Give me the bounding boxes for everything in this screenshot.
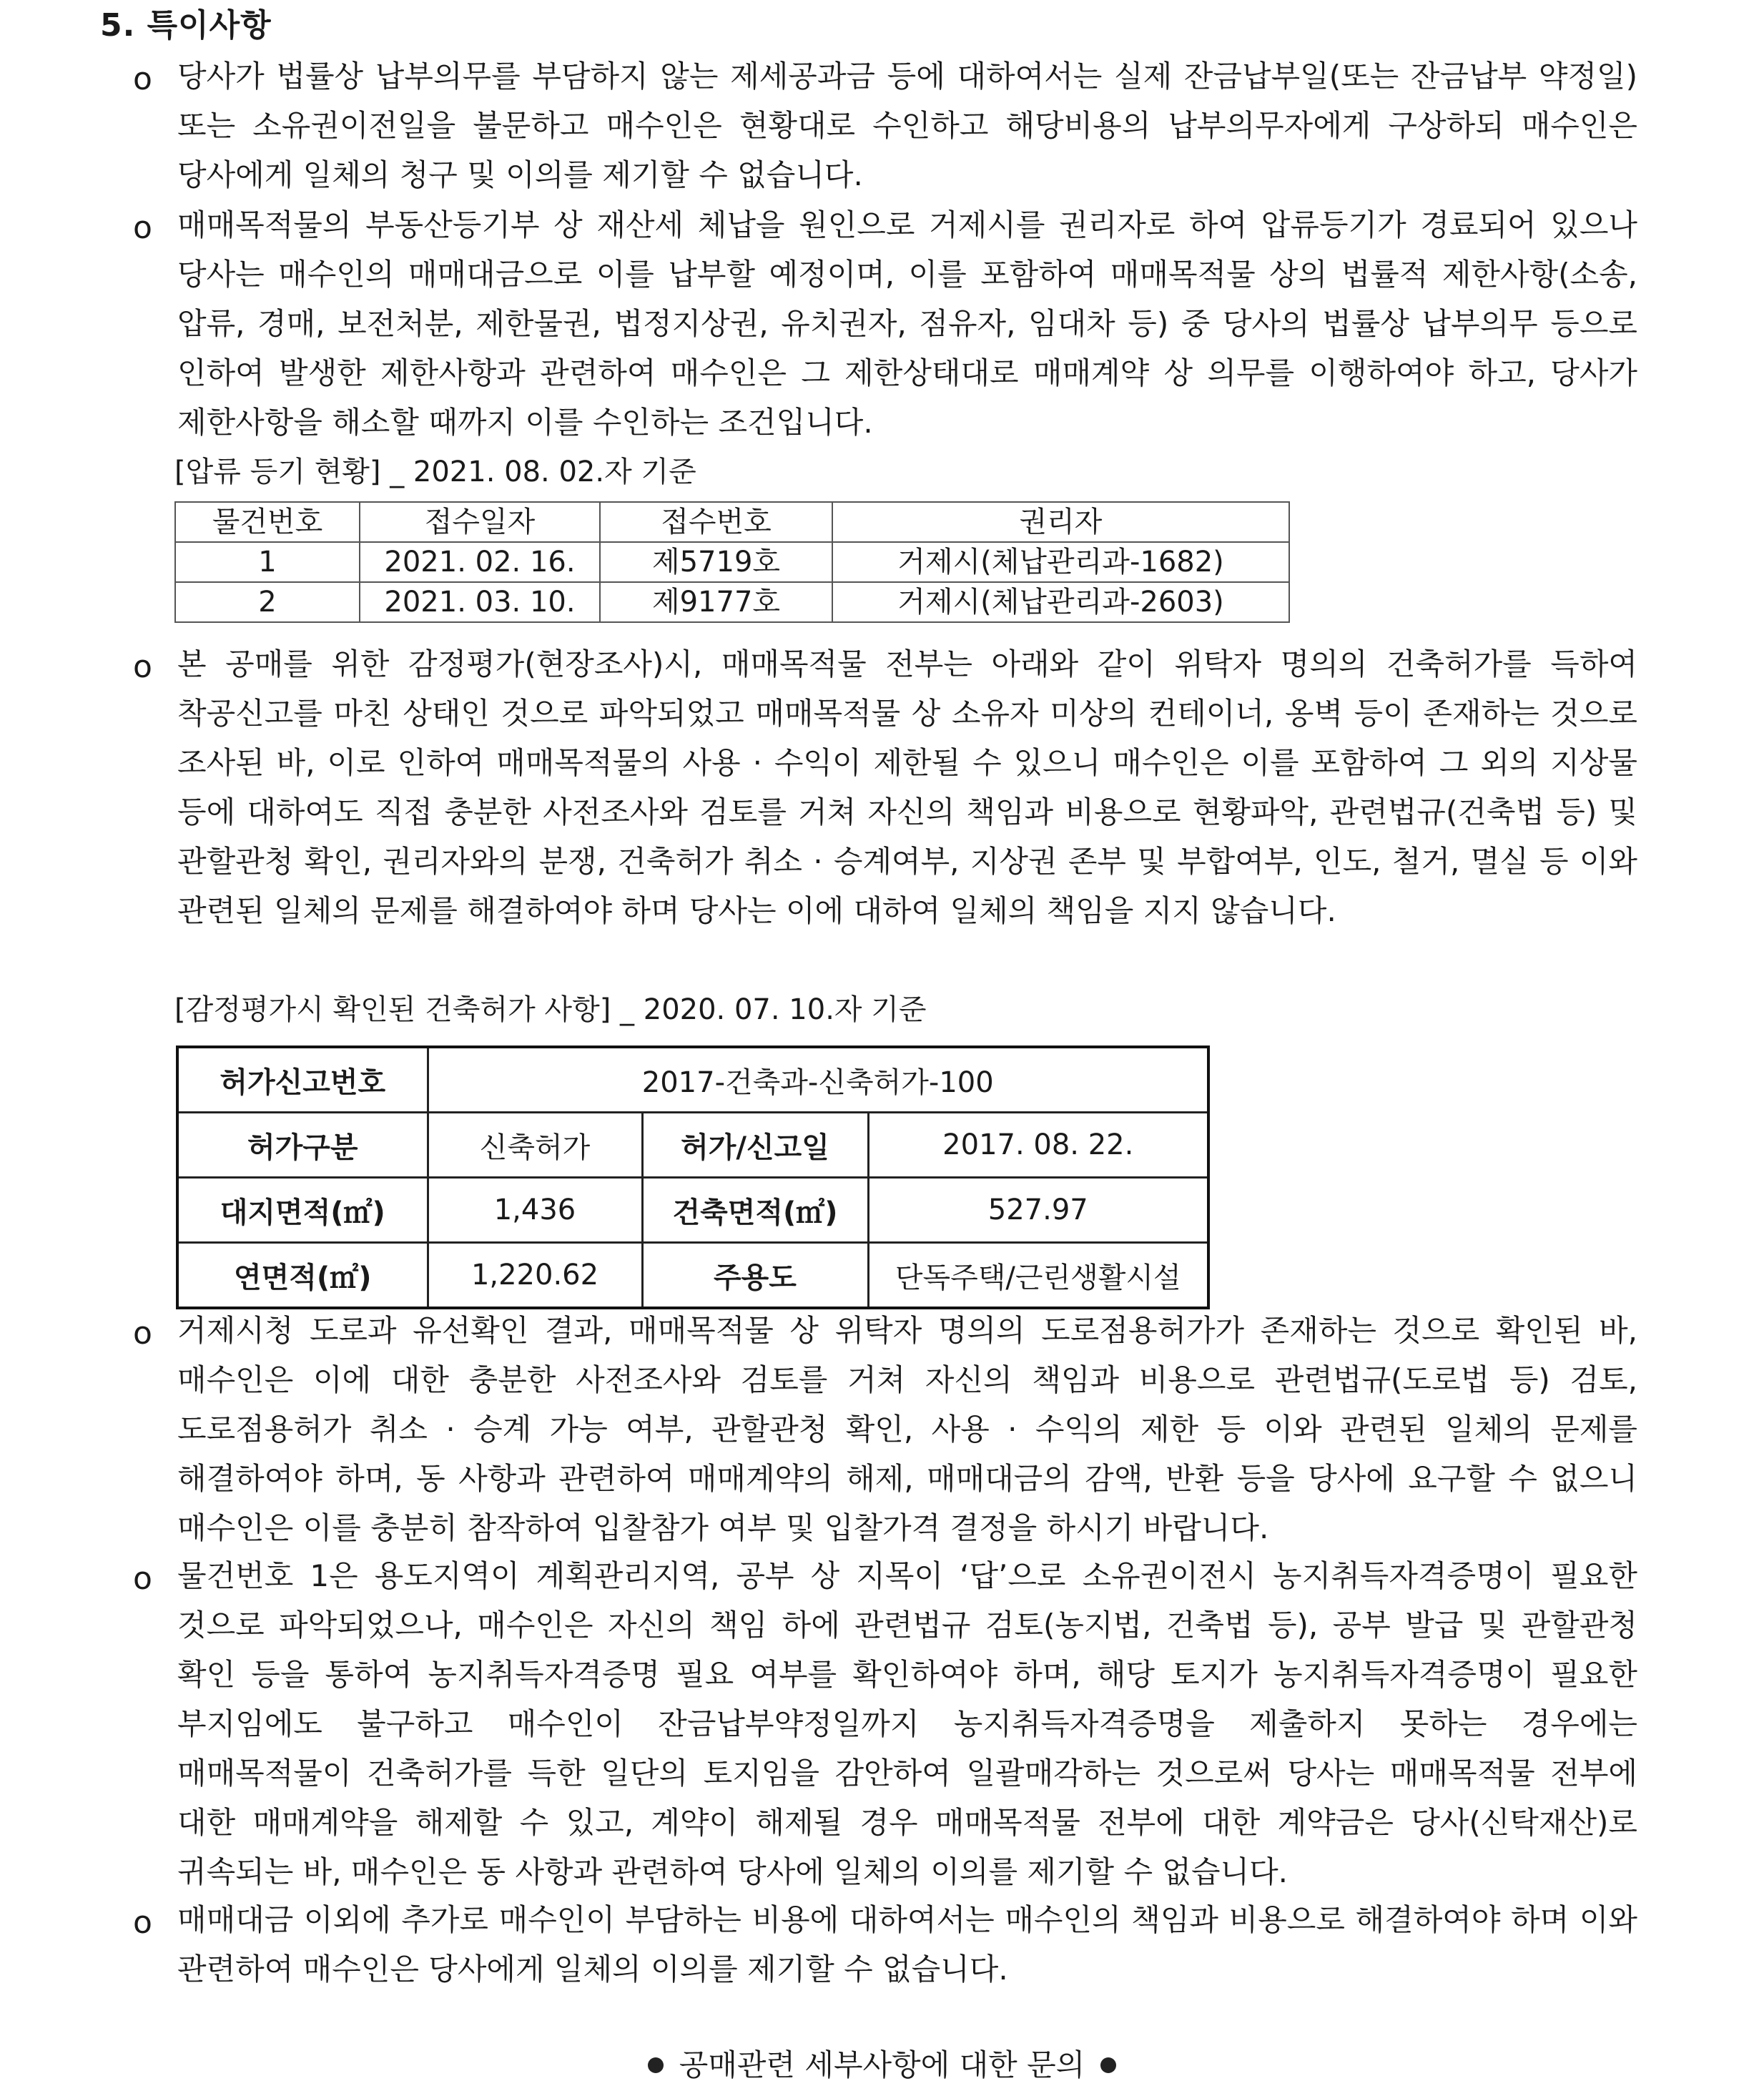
table-cell: 2021. 02. 16.	[360, 542, 600, 582]
table-header-row	[175, 502, 1289, 542]
main-use-label: 주용도	[642, 1243, 868, 1309]
permit-date-label: 허가/신고일	[642, 1113, 868, 1178]
table-cell: 거제시(체납관리과-1682)	[832, 542, 1289, 582]
table-cell: 제9177호	[600, 582, 832, 622]
paragraph-seizure-registration: 매매목적물의 부동산등기부 상 재산세 체납을 원인으로 거제시를 권리자로 하여 압류등기가 경료되어 있으나 당사는 매수인의 매매대금으로 이를 납부할 예정이며, 이를 포함하여 매매목적물 상의 법률적 제한사항(소송, 압류, 경매, 보전처분, 제한물권, 법정지상권, 유치권자, 점유자, 임대차 등) 중 당사의 법률상 납부의무 등으로 인하여 발생한 제한사항과 관련하여 매수인은 그 제한상태대로 매매계약 상 의무를 이행하여야 하고, 당사가 제한사항을 해소할 때까지 이를 수인하는 조건입니다.	[177, 207, 1637, 440]
column-header: 접수번호	[600, 502, 832, 542]
table-cell: 2021. 03. 10.	[360, 582, 600, 622]
table-cell: 1	[175, 542, 360, 582]
footer-text: 공매관련 세부사항에 대한 문의	[679, 2047, 1085, 2082]
bullet-marker: o	[133, 1560, 152, 1597]
permit-table-caption: [감정평가시 확인된 건축허가 사항] _ 2020. 07. 10.자 기준	[174, 993, 927, 1026]
permit-number-value: 2017-건축과-신축허가-100	[428, 1047, 1208, 1113]
table-cell: 2	[175, 582, 360, 622]
bullet-marker: o	[133, 61, 152, 97]
bullet-marker: o	[133, 210, 152, 246]
building-area-label: 건축면적(㎡)	[642, 1178, 868, 1243]
seizure-table-caption: [압류 등기 현황] _ 2021. 08. 02.자 기준	[174, 456, 696, 488]
permit-type-value: 신축허가	[428, 1113, 642, 1178]
table-row	[177, 1113, 1208, 1178]
permit-date-value: 2017. 08. 22.	[868, 1113, 1208, 1178]
seizure-status-table	[174, 501, 1290, 623]
table-cell: 거제시(체납관리과-2603)	[832, 582, 1289, 622]
bullet-marker: o	[133, 1904, 152, 1941]
bullet-dot-icon	[1100, 2057, 1116, 2073]
table-row	[175, 582, 1289, 622]
paragraph-additional-costs: 매매대금 이외에 추가로 매수인이 부담하는 비용에 대하여서는 매수인의 책임과 비용으로 해결하여야 하며 이와 관련하여 매수인은 당사에게 일체의 이의를 제기할 수 없습니다.	[177, 1902, 1637, 1987]
paragraph-road-occupancy: 거제시청 도로과 유선확인 결과, 매매목적물 상 위탁자 명의의 도로점용허가가 존재하는 것으로 확인된 바, 매수인은 이에 대한 충분한 사전조사와 검토를 거쳐 자신의 책임과 비용으로 관련법규(도로법 등) 검토, 도로점용허가 취소 · 승계 가능 여부, 관할관청 확인, 사용 · 수익의 제한 등 이와 관련된 일체의 문제를 해결하여야 하며, 동 사항과 관련하여 매매계약의 해제, 매매대금의 감액, 반환 등을 당사에 요구할 수 없으니 매수인은 이를 충분히 참작하여 입찰참가 여부 및 입찰가격 결정을 하시기 바랍니다.	[177, 1313, 1637, 1545]
bullet-marker: o	[133, 1315, 152, 1352]
table-row	[175, 542, 1289, 582]
bullet-marker: o	[133, 649, 152, 685]
column-header: 권리자	[832, 502, 1289, 542]
column-header: 물건번호	[175, 502, 360, 542]
permit-number-label: 허가신고번호	[177, 1047, 428, 1113]
table-row	[177, 1243, 1208, 1309]
site-area-value: 1,436	[428, 1178, 642, 1243]
paragraph-appraisal-permit: 본 공매를 위한 감정평가(현장조사)시, 매매목적물 전부는 아래와 같이 위탁자 명의의 건축허가를 득하여 착공신고를 마친 상태인 것으로 파악되었고 매매목적물 상 소유자 미상의 컨테이너, 옹벽 등이 존재하는 것으로 조사된 바, 이로 인하여 매매목적물의 사용 · 수익이 제한될 수 있으니 매수인은 이를 포함하여 그 외의 지상물 등에 대하여도 직접 충분한 사전조사와 검토를 거쳐 자신의 책임과 비용으로 현황파악, 관련법규(건축법 등) 및 관할관청 확인, 권리자와의 분쟁, 건축허가 취소 · 승계여부, 지상권 존부 및 부합여부, 인도, 철거, 멸실 등 이와 관련된 일체의 문제를 해결하여야 하며 당사는 이에 대하여 일체의 책임을 지지 않습니다.	[177, 646, 1637, 928]
building-permit-table	[176, 1046, 1210, 1309]
table-row	[177, 1047, 1208, 1113]
table-cell: 제5719호	[600, 542, 832, 582]
floor-area-label: 연면적(㎡)	[177, 1243, 428, 1309]
inquiry-footer	[0, 2044, 1764, 2087]
section-title: 5. 특이사항	[100, 7, 272, 44]
bullet-dot-icon	[648, 2057, 664, 2073]
permit-type-label: 허가구분	[177, 1113, 428, 1178]
column-header: 접수일자	[360, 502, 600, 542]
building-area-value: 527.97	[868, 1178, 1208, 1243]
floor-area-value: 1,220.62	[428, 1243, 642, 1309]
site-area-label: 대지면적(㎡)	[177, 1178, 428, 1243]
main-use-value: 단독주택/근린생활시설	[868, 1243, 1208, 1309]
paragraph-tax-obligation: 당사가 법률상 납부의무를 부담하지 않는 제세공과금 등에 대하여서는 실제 잔금납부일(또는 잔금납부 약정일) 또는 소유권이전일을 불문하고 매수인은 현황대로 수인하고 해당비용의 납부의무자에게 구상하되 매수인은 당사에게 일체의 청구 및 이의를 제기할 수 없습니다.	[177, 59, 1637, 192]
paragraph-farmland-certificate: 물건번호 1은 용도지역이 계획관리지역, 공부 상 지목이 ‘답’으로 소유권이전시 농지취득자격증명이 필요한 것으로 파악되었으나, 매수인은 자신의 책임 하에 관련법규 검토(농지법, 건축법 등), 공부 발급 및 관할관청 확인 등을 통하여 농지취득자격증명 필요 여부를 확인하여야 하며, 해당 토지가 농지취득자격증명이 필요한 부지임에도 불구하고 매수인이 잔금납부약정일까지 농지취득자격증명을 제출하지 못하는 경우에는 매매목적물이 건축허가를 득한 일단의 토지임을 감안하여 일괄매각하는 것으로써 당사는 매매목적물 전부에 대한 매매계약을 해제할 수 있고, 계약이 해제될 경우 매매목적물 전부에 대한 계약금은 당사(신탁재산)로 귀속되는 바, 매수인은 동 사항과 관련하여 당사에 일체의 이의를 제기할 수 없습니다.	[177, 1558, 1637, 1889]
table-row	[177, 1178, 1208, 1243]
